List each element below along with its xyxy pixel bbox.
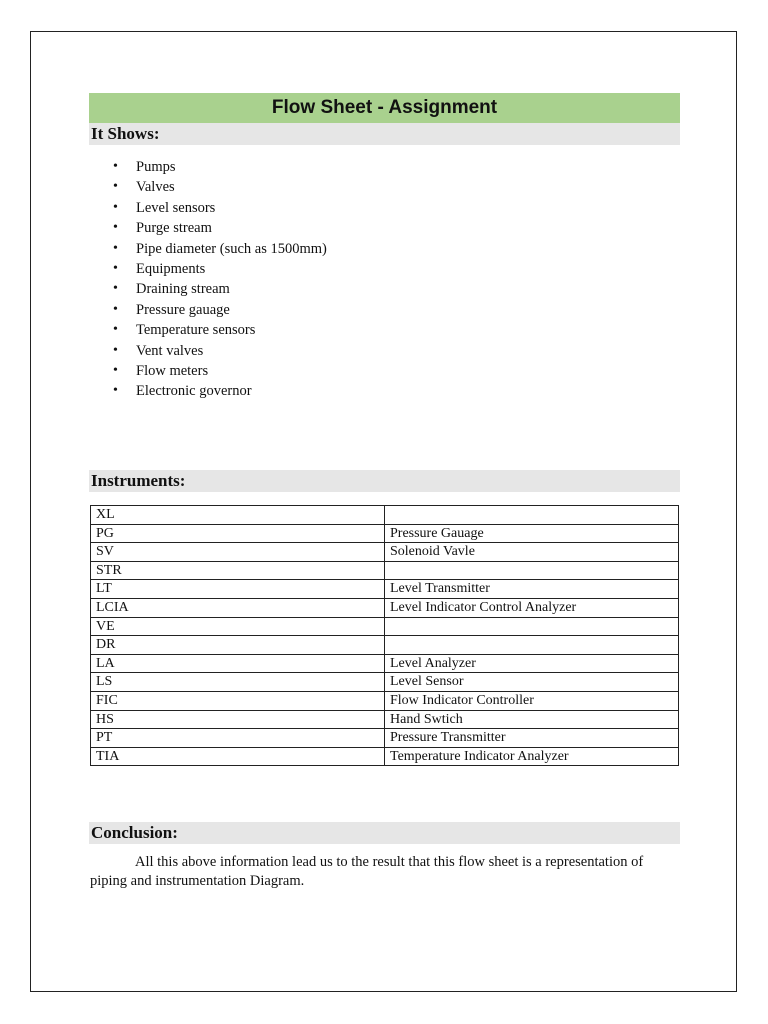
table-row bbox=[91, 654, 679, 673]
table-row bbox=[91, 543, 679, 562]
conclusion-paragraph: All this above information lead us to the result that this flow sheet is a representation of piping and instrumentation Diagram. bbox=[90, 854, 644, 889]
instrument-code: SV bbox=[91, 543, 385, 562]
instrument-code: FIC bbox=[91, 691, 385, 710]
instruments-table bbox=[90, 505, 679, 766]
instrument-description: Level Transmitter bbox=[385, 580, 679, 599]
table-row bbox=[91, 747, 679, 766]
list-item: • Level sensors bbox=[113, 198, 327, 218]
instrument-code: XL bbox=[91, 506, 385, 525]
instrument-description: Temperature Indicator Analyzer bbox=[385, 747, 679, 766]
instrument-code: LS bbox=[91, 673, 385, 692]
instrument-description: Flow Indicator Controller bbox=[385, 691, 679, 710]
table-row bbox=[91, 729, 679, 748]
instrument-description: Level Analyzer bbox=[385, 654, 679, 673]
list-item: • Pumps bbox=[113, 157, 327, 177]
instrument-code: DR bbox=[91, 636, 385, 655]
instrument-description bbox=[385, 561, 679, 580]
list-item: • Temperature sensors bbox=[113, 320, 327, 340]
instrument-description: Solenoid Vavle bbox=[385, 543, 679, 562]
instrument-description bbox=[385, 636, 679, 655]
instrument-description bbox=[385, 617, 679, 636]
list-item: • Draining stream bbox=[113, 279, 327, 299]
list-item: • Pressure gauage bbox=[113, 300, 327, 320]
list-item: • Purge stream bbox=[113, 218, 327, 238]
table-row bbox=[91, 598, 679, 617]
it-shows-heading: It Shows: bbox=[89, 123, 680, 145]
table-row bbox=[91, 506, 679, 525]
instrument-code: HS bbox=[91, 710, 385, 729]
table-row bbox=[91, 710, 679, 729]
instrument-code: VE bbox=[91, 617, 385, 636]
table-row bbox=[91, 580, 679, 599]
instrument-description: Level Sensor bbox=[385, 673, 679, 692]
table-row bbox=[91, 561, 679, 580]
list-item: • Equipments bbox=[113, 259, 327, 279]
conclusion-heading: Conclusion: bbox=[89, 822, 680, 844]
instrument-code: PT bbox=[91, 729, 385, 748]
instrument-description: Level Indicator Control Analyzer bbox=[385, 598, 679, 617]
instrument-code: STR bbox=[91, 561, 385, 580]
list-item: • Electronic governor bbox=[113, 381, 327, 401]
list-item: • Flow meters bbox=[113, 361, 327, 381]
document-title: Flow Sheet - Assignment bbox=[89, 93, 680, 123]
instrument-code: LCIA bbox=[91, 598, 385, 617]
instrument-code: TIA bbox=[91, 747, 385, 766]
instrument-description: Pressure Transmitter bbox=[385, 729, 679, 748]
list-item: • Vent valves bbox=[113, 341, 327, 361]
table-row bbox=[91, 691, 679, 710]
shows-bullet-list bbox=[113, 157, 327, 402]
instruments-heading: Instruments: bbox=[89, 470, 680, 492]
list-item: • Pipe diameter (such as 1500mm) bbox=[113, 239, 327, 259]
list-item: • Valves bbox=[113, 177, 327, 197]
instrument-code: PG bbox=[91, 524, 385, 543]
table-row bbox=[91, 617, 679, 636]
instrument-description: Pressure Gauage bbox=[385, 524, 679, 543]
instrument-code: LT bbox=[91, 580, 385, 599]
table-row bbox=[91, 673, 679, 692]
instrument-description: Hand Swtich bbox=[385, 710, 679, 729]
instrument-code: LA bbox=[91, 654, 385, 673]
instrument-description bbox=[385, 506, 679, 525]
table-row bbox=[91, 524, 679, 543]
table-row bbox=[91, 636, 679, 655]
